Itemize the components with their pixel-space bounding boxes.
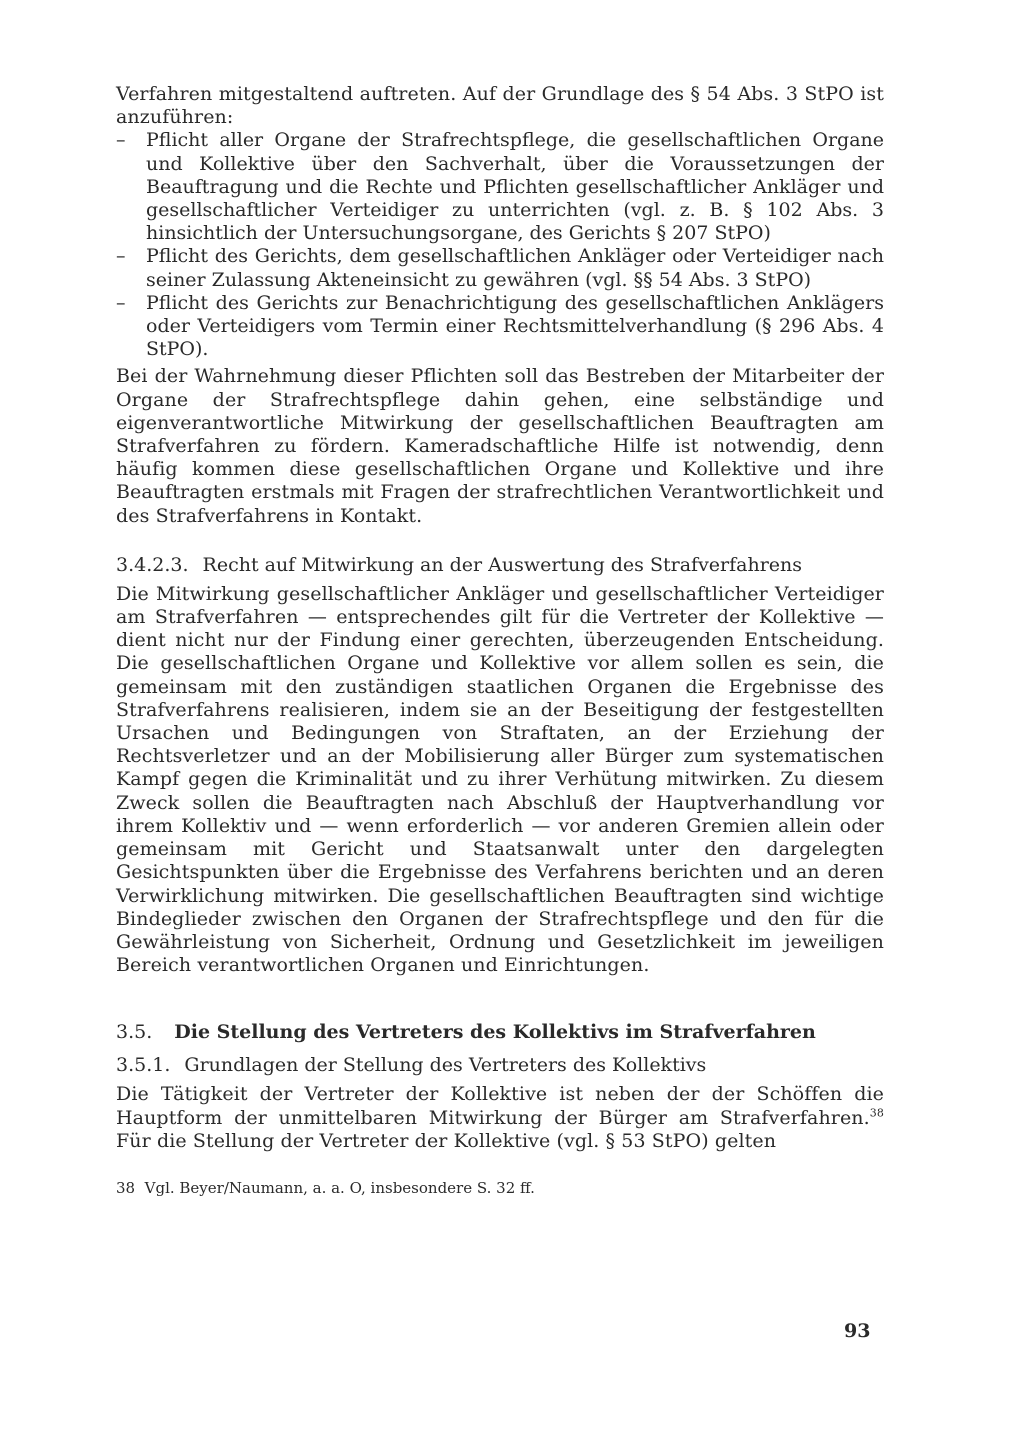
list-item-text: Pflicht aller Organe der Strafrechtspflege, die gesellschaftlichen Organe und Kollektive über den Sachverhalt, über die Voraussetzungen der Beauftragung und die Rechte und Pflichten gesellschaftlicher Ankläger und gesellschaftlicher Verteidiger zu unterrichten (vgl. z. B. § 102 Abs. 3 hinsichtlich der Untersuchungsorgane, des Gerichts § 207 StPO)	[146, 129, 884, 245]
section-heading-35	[116, 1021, 884, 1044]
subsection-title: Recht auf Mitwirkung an der Auswertung des Strafverfahrens	[202, 553, 803, 576]
footnote-number: 38	[116, 1178, 136, 1197]
list-item-text: Pflicht des Gerichts, dem gesellschaftlichen Ankläger oder Verteidiger nach seiner Zulassung Akteneinsicht zu gewähren (vgl. §§ 54 Abs. 3 StPO)	[146, 245, 884, 291]
subsection-heading-3423	[116, 554, 884, 577]
dash-marker: –	[116, 291, 126, 314]
paragraph-text-after-note: Für die Stellung der Vertreter der Kollektive (vgl. § 53 StPO) gelten	[116, 1129, 777, 1152]
footnote-text: Vgl. Beyer/Naumann, a. a. O, insbesondere S. 32 ff.	[144, 1178, 535, 1197]
paragraph-representatives	[116, 1083, 884, 1153]
section-number: 3.5.	[116, 1021, 153, 1044]
page-body	[116, 83, 884, 1198]
subsection-heading-351	[116, 1054, 884, 1077]
top-paragraph: Verfahren mitgestaltend auftreten. Auf der Grundlage des § 54 Abs. 3 StPO ist anzuführen:	[116, 83, 884, 129]
obligations-list	[116, 129, 884, 361]
list-item	[116, 245, 884, 291]
subsection-number: 3.5.1.	[116, 1054, 171, 1077]
list-item	[116, 129, 884, 245]
section-title: Die Stellung des Vertreters des Kollektivs im Strafverfahren	[174, 1021, 816, 1044]
footnote	[116, 1179, 884, 1198]
list-item-text: Pflicht des Gerichts zur Benachrichtigung des gesellschaftlichen Anklägers oder Verteidigers vom Termin einer Rechtsmittelverhandlung (§ 296 Abs. 4 StPO).	[146, 291, 884, 361]
page-number: 93	[844, 1320, 871, 1342]
paragraph-participation: Die Mitwirkung gesellschaftlicher Ankläger und gesellschaftlicher Verteidiger am Strafverfahren — entsprechendes gilt für die Vertreter der Kollektive — dient nicht nur der Findung einer gerechten, überzeugenden Entscheidung. Die gesellschaftlichen Organe und Kollektive vor allem sollen es sein, die gemeinsam mit den zuständigen staatlichen Organen die Ergebnisse des Strafverfahrens realisieren, indem sie an der Beseitigung der festgestellten Ursachen und Bedingungen von Straftaten, an der Erziehung der Rechtsverletzer und an der Mobilisierung aller Bürger zum systematischen Kampf gegen die Kriminalität und zu ihrer Verhütung mitwirken. Zu diesem Zweck sollen die Beauftragten nach Abschluß der Hauptverhandlung vor ihrem Kollektiv und — wenn erforderlich — vor anderen Gremien allein oder gemeinsam mit Gericht und Staatsanwalt unter den dargelegten Gesichtspunkten über die Ergebnisse des Verfahrens berichten und an deren Verwirklichung mitwirken. Die gesellschaftlichen Beauftragten sind wichtige Bindeglieder zwischen den Organen der Strafrechtspflege und den für die Gewährleistung von Sicherheit, Ordnung und Gesetzlichkeit im jeweiligen Bereich verantwortlichen Organen und Einrichtungen.	[116, 582, 884, 977]
paragraph-text-before-note: Die Tätigkeit der Vertreter der Kollektive ist neben der der Schöffen die Hauptform der unmittelbaren Mitwirkung der Bürger am Strafverfahren.	[116, 1083, 884, 1129]
footnote-reference: 38	[869, 1106, 884, 1120]
subsection-title: Grundlagen der Stellung des Vertreters des Kollektivs	[184, 1054, 707, 1077]
subsection-number: 3.4.2.3.	[116, 553, 189, 576]
paragraph-duties: Bei der Wahrnehmung dieser Pflichten soll das Bestreben der Mitarbeiter der Organe der Strafrechtspflege dahin gehen, eine selbständige und eigenverantwortliche Mitwirkung der gesellschaftlichen Beauftragten am Strafverfahren zu fördern. Kameradschaftliche Hilfe ist notwendig, denn häufig kommen diese gesellschaftlichen Organe und Kollektive und ihre Beauftragten erstmals mit Fragen der strafrechtlichen Verantwortlichkeit und des Strafverfahrens in Kontakt.	[116, 365, 884, 527]
dash-marker: –	[116, 245, 126, 268]
list-item	[116, 292, 884, 362]
dash-marker: –	[116, 129, 126, 152]
